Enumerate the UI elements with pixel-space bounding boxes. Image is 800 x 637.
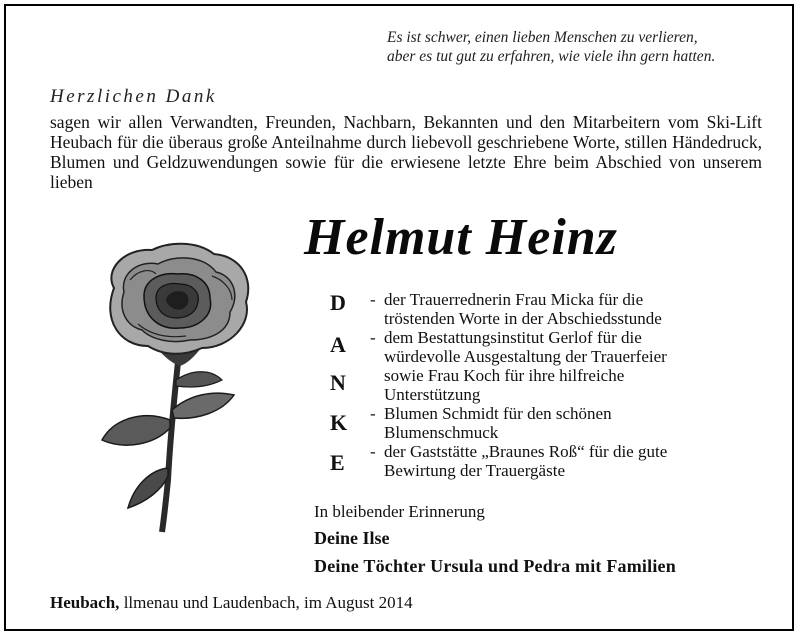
list-item: - dem Bestattungsinstitut Gerlof für die würdevolle Ausgestaltung der Trauerfeier sowie Frau Koch für ihre hilfreiche Unterstützung [370, 328, 750, 404]
item-line: Blumenschmuck [384, 423, 499, 442]
list-item: - der Gaststätte „Braunes Roß“ für die gute Bewirtung der Trauergäste [370, 442, 750, 480]
quote-line-2: aber es tut gut zu erfahren, wie viele ihn gern hatten. [387, 48, 716, 65]
footer-rest: llmenau und Laudenbach, im August 2014 [123, 593, 413, 612]
item-line: würdevolle Ausgestaltung der Trauerfeier [384, 347, 667, 366]
footer-place-bold: Heubach, [50, 593, 120, 612]
item-line: Unterstützung [384, 385, 481, 404]
obituary-notice [4, 4, 794, 631]
deceased-name: Helmut Heinz [304, 209, 618, 266]
list-item: - der Trauerrednerin Frau Micka für die tröstenden Worte in der Abschiedsstunde [370, 290, 750, 328]
signature-line-2: Deine Töchter Ursula und Pedra mit Familien [314, 556, 676, 576]
item-line: dem Bestattungsinstitut Gerlof für die [384, 328, 642, 347]
epigraph-quote [387, 28, 787, 66]
danke-letter: D [330, 290, 346, 315]
item-line: sowie Frau Koch für ihre hilfreiche [384, 366, 625, 385]
danke-letter: K [330, 410, 348, 435]
thanks-heading: Herzlichen Dank [50, 86, 217, 107]
remembrance-text: In bleibender Erinnerung [314, 502, 485, 521]
danke-letter: E [330, 450, 345, 475]
item-line: der Gaststätte „Braunes Roß“ für die gute [384, 442, 668, 461]
danke-letter: A [330, 332, 346, 357]
quote-line-1: Es ist schwer, einen lieben Menschen zu verlieren, [387, 29, 698, 46]
signature-line-1: Deine Ilse [314, 528, 390, 548]
list-item: - Blumen Schmidt für den schönen Blumenschmuck [370, 404, 750, 442]
rose-illustration [94, 240, 262, 534]
intro-paragraph: sagen wir allen Verwandten, Freunden, Nachbarn, Bekannten und den Mitarbeitern vom Ski-Lift Heubach für die überaus große Anteilnahme durch liebevoll geschriebene Worte, stillen Händedruck, Blumen und Geldzuwendungen sowie für die erwiesene letzte Ehre beim Abschied von unserem lieben [50, 112, 762, 192]
item-line: Blumen Schmidt für den schönen [384, 404, 612, 423]
item-line: der Trauerrednerin Frau Micka für die [384, 290, 644, 309]
danke-letter: N [330, 370, 346, 395]
place-date-line [50, 593, 413, 613]
item-line: Bewirtung der Trauergäste [384, 461, 565, 480]
thanks-list [370, 290, 750, 480]
item-line: tröstenden Worte in der Abschiedsstunde [384, 309, 662, 328]
